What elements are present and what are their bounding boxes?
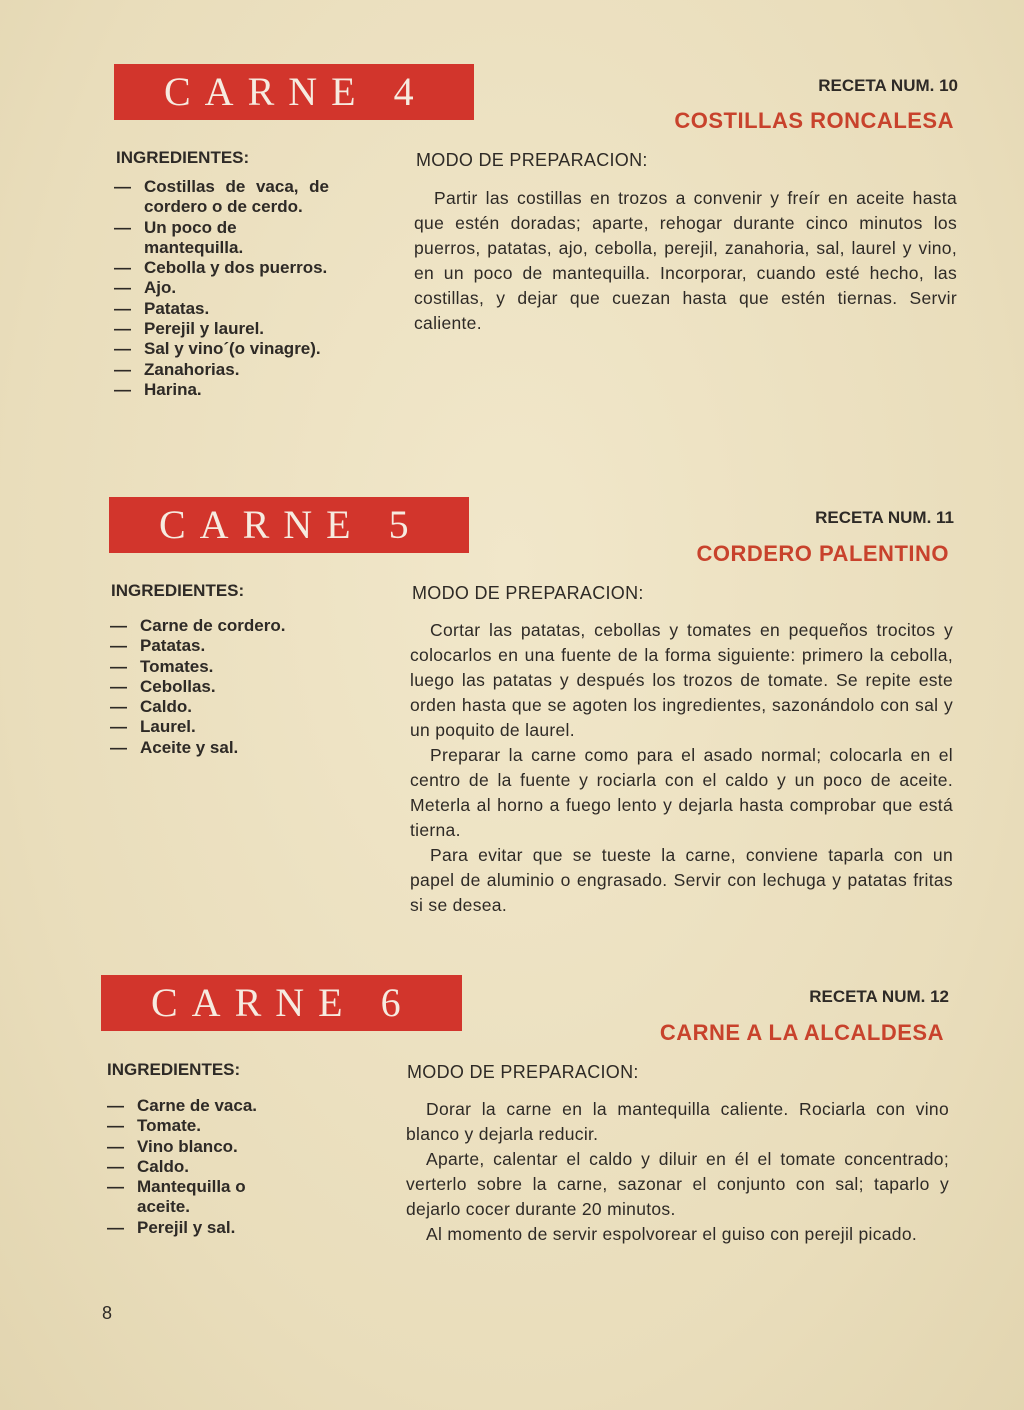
ingredients-heading: INGREDIENTES: <box>107 1060 241 1079</box>
method-heading: MODO DE PREPARACION: <box>407 1062 639 1082</box>
recipe-number: RECETA NUM. 11 <box>815 508 954 527</box>
method-paragraph: Cortar las patatas, cebollas y tomates en pequeños trocitos y colocarlos en una fuente de la forma siguiente: primero la cebolla, luego las patatas y después los trozos de tomate. Se repite este orden hasta que se agoten los ingredientes, sazonándolo con sal y un poquito de laurel. <box>410 620 953 740</box>
method-paragraph: Partir las costillas en trozos a convenir y freír en aceite hasta que estén doradas; aparte, rehogar durante cinco minutos los puerros, patatas, ajo, cebolla, perejil, zanahoria, sal, laurel y vino, en un poco de mantequilla. Incorporar, cuando esté hecho, las costillas, y dejar que cuezan hasta que estén tiernas. Servir caliente. <box>414 188 957 333</box>
ingredient-item: — Carne de vaca. <box>107 1096 297 1116</box>
ingredients-list <box>114 177 329 400</box>
ingredient-item: — Cebollas. <box>110 677 340 697</box>
ingredient-item: — Aceite y sal. <box>110 738 340 758</box>
ingredient-item: — Vino blanco. <box>107 1137 297 1157</box>
method-text <box>410 618 953 918</box>
ingredients-heading: INGREDIENTES: <box>111 581 245 600</box>
section-banner: CARNE 5 <box>109 497 469 553</box>
ingredient-item: — Caldo. <box>110 697 340 717</box>
ingredient-item: — Carne de cordero. <box>110 616 340 636</box>
page-number: 8 <box>102 1303 113 1323</box>
ingredient-item: — Costillas de vaca, de cordero o de cerdo. <box>114 177 329 218</box>
recipe-title: CARNE A LA ALCALDESA <box>659 1020 944 1045</box>
ingredient-item: — Patatas. <box>114 299 329 319</box>
section-banner: CARNE 4 <box>114 64 474 120</box>
ingredients-list <box>110 616 340 758</box>
method-text <box>406 1097 949 1247</box>
method-paragraph: Preparar la carne como para el asado normal; colocarla en el centro de la fuente y rociarla con el caldo y un poco de aceite. Meterla al horno a fuego lento y dejarla hasta comprobar que está tierna. <box>410 745 953 840</box>
method-text <box>414 186 957 336</box>
ingredient-item: — Mantequilla o aceite. <box>107 1177 297 1218</box>
ingredients-list <box>107 1096 297 1238</box>
ingredient-item: — Cebolla y dos puerros. <box>114 258 329 278</box>
method-heading: MODO DE PREPARACION: <box>416 150 648 170</box>
ingredient-item: — Sal y vino´(o vinagre). <box>114 339 329 359</box>
method-heading: MODO DE PREPARACION: <box>412 583 644 603</box>
recipe-number: RECETA NUM. 12 <box>809 987 949 1006</box>
section-banner: CARNE 6 <box>101 975 462 1031</box>
recipe-number: RECETA NUM. 10 <box>818 76 958 95</box>
recipe-title: CORDERO PALENTINO <box>696 541 949 566</box>
ingredient-item: — Zanahorias. <box>114 360 329 380</box>
method-paragraph: Aparte, calentar el caldo y diluir en él el tomate concentrado; verterlo sobre la carne, sazonar el conjunto con sal; taparlo y dejarlo cocer durante 20 minutos. <box>406 1149 949 1219</box>
recipe-title: COSTILLAS RONCALESA <box>674 108 954 133</box>
ingredient-item: — Perejil y laurel. <box>114 319 329 339</box>
ingredient-item: — Patatas. <box>110 636 340 656</box>
method-paragraph: Dorar la carne en la mantequilla caliente. Rociarla con vino blanco y dejarla reducir. <box>406 1099 949 1144</box>
ingredient-item: — Caldo. <box>107 1157 297 1177</box>
method-paragraph: Al momento de servir espolvorear el guiso con perejil picado. <box>426 1224 918 1244</box>
ingredient-item: — Laurel. <box>110 717 340 737</box>
ingredients-heading: INGREDIENTES: <box>116 148 250 167</box>
ingredient-item: — Ajo. <box>114 278 329 298</box>
method-paragraph: Para evitar que se tueste la carne, conviene taparla con un papel de aluminio o engrasado. Servir con lechuga y patatas fritas si se desea. <box>410 845 953 915</box>
ingredient-item: — Tomate. <box>107 1116 297 1136</box>
ingredient-item: — Perejil y sal. <box>107 1218 297 1238</box>
ingredient-item: — Harina. <box>114 380 329 400</box>
ingredient-item: — Un poco de mantequilla. <box>114 218 329 259</box>
ingredient-item: — Tomates. <box>110 657 340 677</box>
